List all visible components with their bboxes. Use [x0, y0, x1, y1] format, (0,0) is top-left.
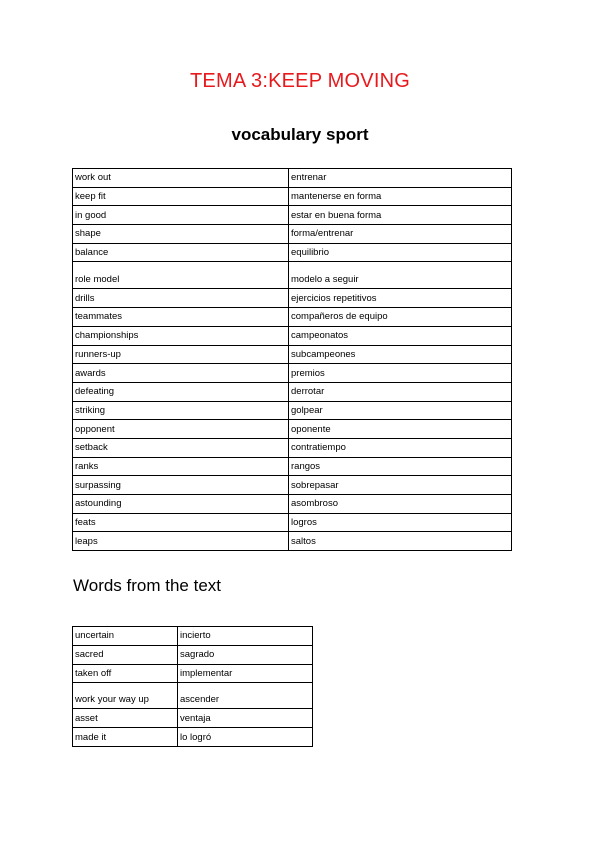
- spanish-translation-cell: asombroso: [289, 495, 512, 514]
- spanish-translation-cell: lo logró: [178, 728, 313, 747]
- table-row: [73, 243, 512, 262]
- table-row: [73, 664, 313, 683]
- english-term-cell: uncertain: [73, 627, 178, 646]
- table-row: [73, 401, 512, 420]
- table-row: [73, 532, 512, 551]
- table-row: [73, 513, 512, 532]
- table-row: [73, 683, 313, 709]
- english-term-cell: runners-up: [73, 345, 289, 364]
- spanish-translation-cell: ejercicios repetitivos: [289, 289, 512, 308]
- english-term-cell: keep fit: [73, 187, 289, 206]
- english-term-cell: feats: [73, 513, 289, 532]
- table-row: [73, 728, 313, 747]
- english-term-cell: ranks: [73, 457, 289, 476]
- table-row: [73, 206, 512, 225]
- page-title: TEMA 3:KEEP MOVING: [190, 70, 410, 92]
- english-term-cell: awards: [73, 364, 289, 383]
- english-term-cell: asset: [73, 709, 178, 728]
- spanish-translation-cell: campeonatos: [289, 326, 512, 345]
- spanish-translation-cell: contratiempo: [289, 438, 512, 457]
- english-term-cell: championships: [73, 326, 289, 345]
- english-term-cell: work your way up: [73, 683, 178, 709]
- table-row: [73, 495, 512, 514]
- english-term-cell: setback: [73, 438, 289, 457]
- spanish-translation-cell: estar en buena forma: [289, 206, 512, 225]
- spanish-translation-cell: implementar: [178, 664, 313, 683]
- table-row: [73, 627, 313, 646]
- spanish-translation-cell: equilibrio: [289, 243, 512, 262]
- spanish-translation-cell: entrenar: [289, 169, 512, 188]
- english-term-cell: shape: [73, 225, 289, 244]
- table-row: [73, 476, 512, 495]
- english-term-cell: taken off: [73, 664, 178, 683]
- english-term-cell: balance: [73, 243, 289, 262]
- table-row: [73, 345, 512, 364]
- english-term-cell: striking: [73, 401, 289, 420]
- spanish-translation-cell: ventaja: [178, 709, 313, 728]
- table-row: [73, 308, 512, 327]
- english-term-cell: astounding: [73, 495, 289, 514]
- table-row: [73, 169, 512, 188]
- vocabulary-table: [72, 168, 512, 551]
- english-term-cell: surpassing: [73, 476, 289, 495]
- words-from-text-table: [72, 626, 313, 747]
- spanish-translation-cell: saltos: [289, 532, 512, 551]
- english-term-cell: leaps: [73, 532, 289, 551]
- english-term-cell: in good: [73, 206, 289, 225]
- table-row: [73, 457, 512, 476]
- spanish-translation-cell: logros: [289, 513, 512, 532]
- spanish-translation-cell: ascender: [178, 683, 313, 709]
- english-term-cell: teammates: [73, 308, 289, 327]
- table-row: [73, 438, 512, 457]
- spanish-translation-cell: derrotar: [289, 382, 512, 401]
- table-row: [73, 187, 512, 206]
- spanish-translation-cell: mantenerse en forma: [289, 187, 512, 206]
- spanish-translation-cell: incierto: [178, 627, 313, 646]
- spanish-translation-cell: premios: [289, 364, 512, 383]
- spanish-translation-cell: oponente: [289, 420, 512, 439]
- spanish-translation-cell: golpear: [289, 401, 512, 420]
- english-term-cell: drills: [73, 289, 289, 308]
- spanish-translation-cell: sagrado: [178, 645, 313, 664]
- spanish-translation-cell: modelo a seguir: [289, 262, 512, 289]
- english-term-cell: role model: [73, 262, 289, 289]
- table-row: [73, 364, 512, 383]
- table-row: [73, 326, 512, 345]
- english-term-cell: opponent: [73, 420, 289, 439]
- spanish-translation-cell: rangos: [289, 457, 512, 476]
- english-term-cell: made it: [73, 728, 178, 747]
- section-title-words: Words from the text: [73, 576, 222, 595]
- table-row: [73, 645, 313, 664]
- table-row: [73, 289, 512, 308]
- english-term-cell: sacred: [73, 645, 178, 664]
- table-row: [73, 225, 512, 244]
- table-row: [73, 709, 313, 728]
- spanish-translation-cell: forma/entrenar: [289, 225, 512, 244]
- spanish-translation-cell: compañeros de equipo: [289, 308, 512, 327]
- spanish-translation-cell: subcampeones: [289, 345, 512, 364]
- spanish-translation-cell: sobrepasar: [289, 476, 512, 495]
- table-row: [73, 420, 512, 439]
- table-row: [73, 382, 512, 401]
- section-title-vocabulary: vocabulary sport: [231, 125, 369, 144]
- table-row: [73, 262, 512, 289]
- english-term-cell: work out: [73, 169, 289, 188]
- english-term-cell: defeating: [73, 382, 289, 401]
